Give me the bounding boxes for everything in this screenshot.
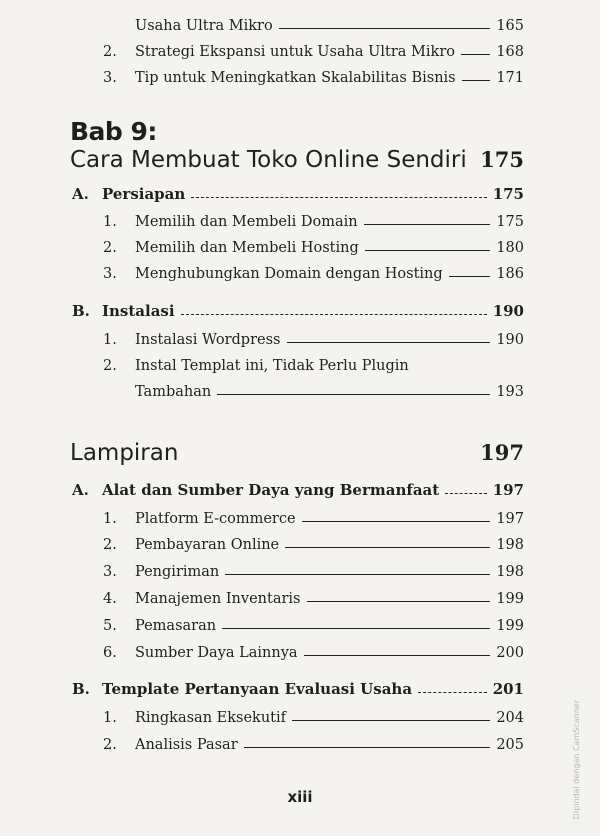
leader-line bbox=[302, 521, 491, 522]
leader-line bbox=[222, 628, 490, 629]
entry-title: Strategi Ekspansi untuk Usaha Ultra Mikro bbox=[135, 44, 455, 60]
section-letter: A. bbox=[72, 481, 89, 499]
entry-number: 1. bbox=[103, 332, 117, 348]
entry-number: 2. bbox=[103, 44, 117, 60]
leader-line bbox=[287, 342, 491, 343]
toc-entry bbox=[103, 214, 524, 230]
leader-line bbox=[418, 692, 487, 693]
entry-title: Memilih dan Membeli Hosting bbox=[135, 240, 359, 256]
appendix-page: 197 bbox=[480, 440, 524, 465]
entry-page: 198 bbox=[496, 564, 524, 580]
toc-entry bbox=[103, 332, 524, 348]
toc-entry bbox=[103, 537, 524, 553]
appendix-title: Lampiran bbox=[70, 440, 179, 466]
section-page: 201 bbox=[492, 680, 524, 698]
entry-title: Tip untuk Meningkatkan Skalabilitas Bisnis bbox=[135, 70, 456, 86]
entry-number: 3. bbox=[103, 70, 117, 86]
leader-line bbox=[364, 224, 491, 225]
entry-number: 5. bbox=[103, 618, 117, 634]
leader-line bbox=[244, 747, 491, 748]
section-page: 175 bbox=[492, 185, 524, 203]
toc-entry bbox=[103, 618, 524, 634]
section-title: Instalasi bbox=[102, 302, 175, 320]
entry-page: 168 bbox=[496, 44, 524, 60]
leader-line bbox=[217, 394, 490, 395]
entry-number: 1. bbox=[103, 511, 117, 527]
entry-page: 165 bbox=[496, 18, 524, 34]
section-heading bbox=[72, 481, 524, 499]
entry-title: Usaha Ultra Mikro bbox=[135, 18, 273, 34]
toc-entry bbox=[103, 645, 524, 661]
entry-number: 1. bbox=[103, 214, 117, 230]
section-page: 197 bbox=[492, 481, 524, 499]
toc-entry bbox=[103, 710, 524, 726]
entry-number: 2. bbox=[103, 737, 117, 753]
leader-line bbox=[449, 276, 491, 277]
toc-entry bbox=[103, 266, 524, 282]
entry-page: 171 bbox=[496, 70, 524, 86]
entry-page: 205 bbox=[496, 737, 524, 753]
leader-line bbox=[307, 601, 491, 602]
entry-title: Instal Templat ini, Tidak Perlu Plugin bbox=[135, 358, 409, 374]
leader-line bbox=[225, 574, 490, 575]
entry-title: Sumber Daya Lainnya bbox=[135, 645, 298, 661]
entry-page: 204 bbox=[496, 710, 524, 726]
entry-title: Ringkasan Eksekutif bbox=[135, 710, 286, 726]
entry-page: 180 bbox=[496, 240, 524, 256]
section-letter: A. bbox=[72, 185, 89, 203]
entry-page: 198 bbox=[496, 537, 524, 553]
entry-title: Instalasi Wordpress bbox=[135, 332, 281, 348]
section-heading bbox=[72, 680, 524, 698]
scanner-watermark: Dipindai dengan CamScanner bbox=[572, 700, 581, 820]
entry-number: 2. bbox=[103, 358, 117, 374]
leader-line bbox=[461, 54, 490, 55]
toc-entry bbox=[103, 591, 524, 607]
entry-title: Pengiriman bbox=[135, 564, 220, 580]
appendix-heading bbox=[70, 440, 524, 466]
entry-page: 193 bbox=[496, 384, 524, 400]
chapter-page: 175 bbox=[480, 147, 524, 172]
entry-title: Platform E-commerce bbox=[135, 511, 296, 527]
toc-entry bbox=[103, 564, 524, 580]
entry-page: 197 bbox=[496, 511, 524, 527]
leader-line bbox=[304, 655, 491, 656]
leader-line bbox=[292, 720, 490, 721]
leader-line bbox=[279, 28, 491, 29]
entry-page: 186 bbox=[496, 266, 524, 282]
toc-entry bbox=[103, 358, 524, 374]
section-title: Alat dan Sumber Daya yang Bermanfaat bbox=[102, 481, 440, 499]
entry-number: 3. bbox=[103, 564, 117, 580]
toc-entry-continuation bbox=[103, 384, 524, 400]
entry-title: Manajemen Inventaris bbox=[135, 591, 301, 607]
entry-page: 190 bbox=[496, 332, 524, 348]
entry-page: 175 bbox=[496, 214, 524, 230]
section-letter: B. bbox=[72, 680, 90, 698]
section-page: 190 bbox=[492, 302, 524, 320]
entry-page: 199 bbox=[496, 618, 524, 634]
section-title: Persiapan bbox=[102, 185, 186, 203]
entry-number: 1. bbox=[103, 710, 117, 726]
entry-title: Menghubungkan Domain dengan Hosting bbox=[135, 266, 443, 282]
page-number: xiii bbox=[287, 788, 313, 806]
chapter-label: Bab 9: bbox=[70, 117, 157, 146]
section-heading bbox=[72, 302, 524, 320]
toc-entry bbox=[103, 44, 524, 60]
entry-title: Pembayaran Online bbox=[135, 537, 280, 553]
section-heading bbox=[72, 185, 524, 203]
entry-title: Analisis Pasar bbox=[135, 737, 238, 753]
toc-entry bbox=[103, 240, 524, 256]
leader-line bbox=[445, 493, 487, 494]
entry-page: 200 bbox=[496, 645, 524, 661]
toc-entry bbox=[103, 18, 524, 34]
entry-title: Pemasaran bbox=[135, 618, 217, 634]
chapter-title: Cara Membuat Toko Online Sendiri bbox=[70, 147, 467, 173]
toc-entry bbox=[103, 737, 524, 753]
toc-entry bbox=[103, 70, 524, 86]
entry-title: Memilih dan Membeli Domain bbox=[135, 214, 358, 230]
leader-line bbox=[181, 314, 487, 315]
section-title: Template Pertanyaan Evaluasi Usaha bbox=[102, 680, 413, 698]
toc-entry bbox=[103, 511, 524, 527]
leader-line bbox=[365, 250, 491, 251]
entry-title-cont: Tambahan bbox=[135, 384, 212, 400]
leader-line bbox=[191, 197, 486, 198]
chapter-heading bbox=[70, 147, 524, 173]
entry-page: 199 bbox=[496, 591, 524, 607]
leader-line bbox=[462, 80, 491, 81]
entry-number: 4. bbox=[103, 591, 117, 607]
entry-number: 2. bbox=[103, 240, 117, 256]
section-letter: B. bbox=[72, 302, 90, 320]
entry-number: 3. bbox=[103, 266, 117, 282]
entry-number: 2. bbox=[103, 537, 117, 553]
leader-line bbox=[285, 547, 490, 548]
entry-number: 6. bbox=[103, 645, 117, 661]
